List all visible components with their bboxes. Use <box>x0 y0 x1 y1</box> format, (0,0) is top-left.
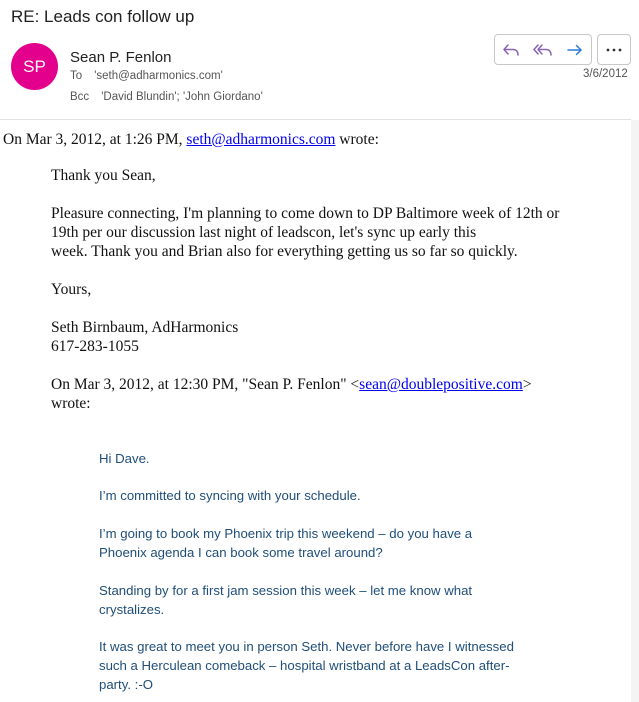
signature-name: Seth Birnbaum, AdHarmonics <box>51 319 239 336</box>
quoted-line-7: It was great to meet you in person Seth. Never before have I witnessed <box>99 639 514 654</box>
bcc-line <box>70 91 263 103</box>
reply-all-icon <box>533 43 553 57</box>
nested-wrote: wrote: <box>51 395 91 412</box>
quoted-line-9: party. :-O <box>99 677 153 692</box>
quoted-line-2: I’m committed to syncing with your schedule. <box>99 488 361 503</box>
quoted-line-6: crystalizes. <box>99 602 165 617</box>
paragraph-line-2: 19th per our discussion last night of leadscon, let's sync up early this <box>51 224 477 241</box>
avatar[interactable] <box>11 43 58 90</box>
scrollbar[interactable] <box>631 120 639 702</box>
reply-button[interactable] <box>495 35 527 64</box>
forward-button[interactable] <box>559 35 591 64</box>
sender-name[interactable]: Sean P. Fenlon <box>70 49 172 66</box>
closing-text: Yours, <box>51 281 92 298</box>
more-icon <box>606 48 622 52</box>
intro-suffix: wrote: <box>335 131 379 148</box>
reply-icon <box>502 43 520 57</box>
reply-all-button[interactable] <box>527 35 559 64</box>
greeting-text: Thank you Sean, <box>51 167 156 184</box>
header-divider <box>0 119 631 120</box>
quoted-line-8: such a Herculean comeback – hospital wristband at a LeadsCon after- <box>99 658 510 673</box>
nested-suffix: > <box>522 376 532 393</box>
to-label: To <box>70 70 83 82</box>
more-options-button[interactable] <box>597 34 631 65</box>
intro-email-link[interactable]: seth@adharmonics.com <box>186 131 336 148</box>
avatar-initials: SP <box>23 56 46 76</box>
bcc-recipients[interactable]: 'David Blundin'; 'John Giordano' <box>101 91 263 103</box>
message-actions <box>494 34 592 65</box>
nested-intro-line <box>51 376 532 394</box>
quoted-line-3: I’m going to book my Phoenix trip this weekend – do you have a <box>99 526 473 541</box>
nested-email-link[interactable]: sean@doublepositive.com <box>359 376 523 393</box>
paragraph-line-1: Pleasure connecting, I'm planning to come down to DP Baltimore week of 12th or <box>51 205 560 222</box>
quoted-line-1: Hi Dave. <box>99 451 150 466</box>
intro-prefix: On Mar 3, 2012, at 1:26 PM, <box>3 131 187 148</box>
paragraph-line-3: week. Thank you and Brian also for everything getting us so far so quickly. <box>51 243 518 260</box>
message-date: 3/6/2012 <box>583 68 628 80</box>
forward-icon <box>566 43 584 57</box>
email-subject: RE: Leads con follow up <box>11 7 195 26</box>
intro-line <box>3 131 379 149</box>
to-line <box>70 70 223 82</box>
signature-phone: 617-283-1055 <box>51 338 139 355</box>
quoted-line-4: Phoenix agenda I can book some travel around? <box>99 545 383 560</box>
nested-prefix: On Mar 3, 2012, at 12:30 PM, "Sean P. Fenlon" < <box>51 376 360 393</box>
bcc-label: Bcc <box>70 91 90 103</box>
quoted-line-5: Standing by for a first jam session this week – let me know what <box>99 583 473 598</box>
to-recipient[interactable]: 'seth@adharmonics.com' <box>94 70 223 82</box>
